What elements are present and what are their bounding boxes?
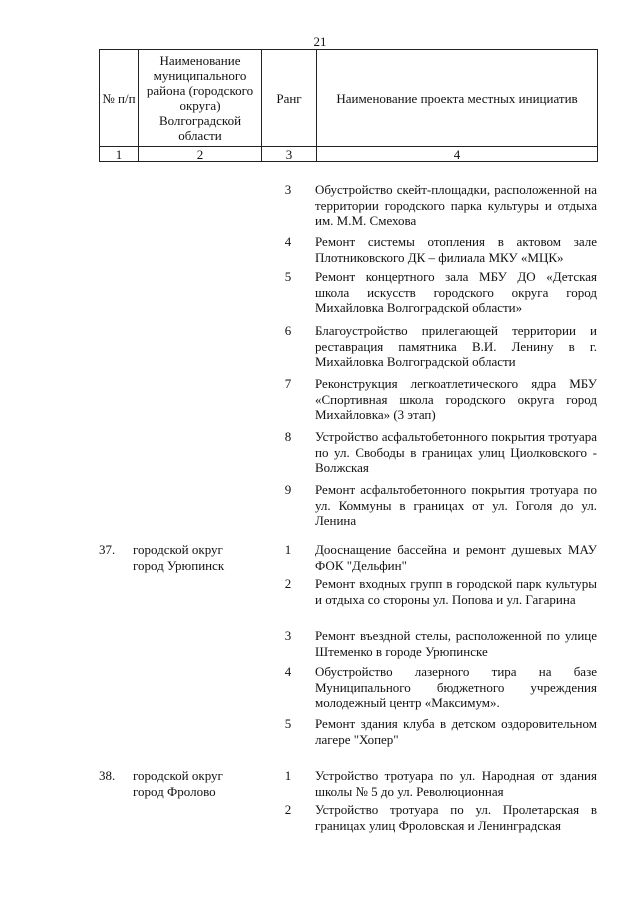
project-cell: Ремонт въездной стелы, расположенной по улице Штеменко в городе Урюпинске <box>315 628 597 659</box>
municipality-name: городской округ город Фролово <box>133 768 223 799</box>
header-index-1: 1 <box>100 147 139 162</box>
rank-cell: 4 <box>284 234 292 249</box>
header-col-project: Наименование проекта местных инициатив <box>317 50 598 147</box>
rank-cell: 2 <box>284 576 292 591</box>
project-cell: Обустройство лазерного тира на базе Муниципального бюджетного учреждения молодежный центр «Максимум». <box>315 664 597 710</box>
rank-cell: 2 <box>284 802 292 817</box>
project-cell: Ремонт асфальтобетонного покрытия тротуара по ул. Коммуны в границах от ул. Гоголя до ул. Ленина <box>315 482 597 528</box>
rank-cell: 9 <box>284 482 292 497</box>
header-col-number: № п/п <box>100 50 139 147</box>
rank-cell: 7 <box>284 376 292 391</box>
header-index-4: 4 <box>317 147 598 162</box>
header-col-rank: Ранг <box>262 50 317 147</box>
header-col-municipality: Наименование муниципального района (городского округа) Волгоградской области <box>139 50 262 147</box>
rank-cell: 3 <box>284 628 292 643</box>
rank-cell: 6 <box>284 323 292 338</box>
project-cell: Обустройство скейт-площадки, расположенной на территории городского парка культуры и отдыха им. М.М. Смехова <box>315 182 597 228</box>
rank-cell: 5 <box>284 716 292 731</box>
table-header <box>99 49 598 162</box>
rank-cell: 8 <box>284 429 292 444</box>
project-cell: Ремонт входных групп в городской парк культуры и отдыха со стороны ул. Попова и ул. Гагарина <box>315 576 597 607</box>
project-cell: Ремонт здания клуба в детском оздоровительном лагере "Хопер" <box>315 716 597 747</box>
project-cell: Устройство тротуара по ул. Народная от здания школы № 5 до ул. Революционная <box>315 768 597 799</box>
project-cell: Ремонт системы отопления в актовом зале Плотниковского ДК – филиала МКУ «МЦК» <box>315 234 597 265</box>
rank-cell: 1 <box>284 542 292 557</box>
project-cell: Благоустройство прилегающей территории и реставрация памятника В.И. Ленину в г. Михайловка Волгоградской области <box>315 323 597 369</box>
rank-cell: 1 <box>284 768 292 783</box>
project-cell: Устройство асфальтобетонного покрытия тротуара по ул. Свободы в границах улиц Циолковского - Волжская <box>315 429 597 475</box>
project-cell: Дооснащение бассейна и ремонт душевых МАУ ФОК "Дельфин" <box>315 542 597 573</box>
project-cell: Устройство тротуара по ул. Пролетарская в границах улиц Фроловская и Ленинградская <box>315 802 597 833</box>
page-number: 21 <box>313 34 327 49</box>
municipality-name: городской округ город Урюпинск <box>133 542 225 573</box>
municipality-number: 38. <box>99 768 116 783</box>
rank-cell: 3 <box>284 182 292 197</box>
header-index-2: 2 <box>139 147 262 162</box>
rank-cell: 4 <box>284 664 292 679</box>
rank-cell: 5 <box>284 269 292 284</box>
municipality-number: 37. <box>99 542 116 557</box>
project-cell: Ремонт концертного зала МБУ ДО «Детская школа искусств городского округа город Михайловка Волгоградской области» <box>315 269 597 315</box>
header-index-3: 3 <box>262 147 317 162</box>
project-cell: Реконструкция легкоатлетического ядра МБУ «Спортивная школа городского округа город Михайловка» (3 этап) <box>315 376 597 422</box>
